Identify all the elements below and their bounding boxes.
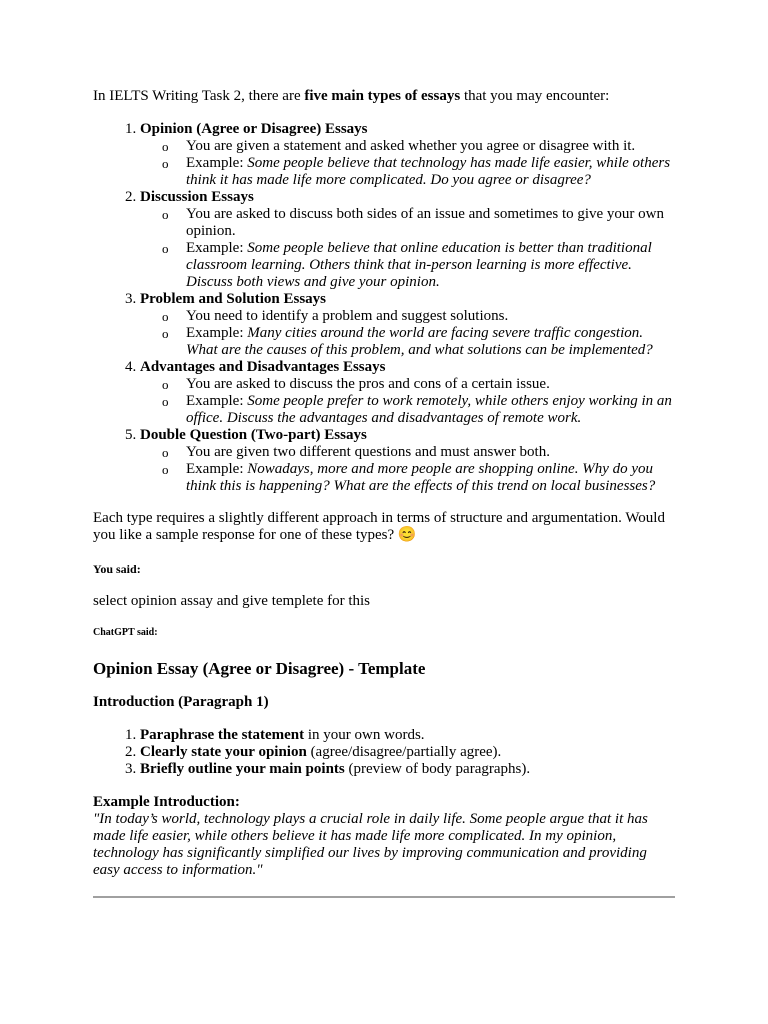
chatgpt-said-label: ChatGPT said: bbox=[93, 627, 158, 638]
essay-type-title: Opinion (Agree or Disagree) Essays bbox=[140, 121, 368, 137]
example-introduction-text: "In today’s world, technology plays a crucial role in daily life. Some people argue that it has made life easier, while others believe it has made life more complicated. In my opinion, technology has significantly simplified our lives by improving communication and providing easy access to information." bbox=[93, 811, 648, 878]
essay-type-item bbox=[140, 427, 676, 495]
bullet-icon: o bbox=[162, 309, 169, 324]
essay-type-desc: o You are given a statement and asked whether you agree or disagree with it. bbox=[162, 138, 636, 154]
intro-paragraph bbox=[93, 88, 676, 105]
essay-type-example: o Example: Some people prefer to work remotely, while others enjoy working in an office. Discuss the advantages and disadvantages of remote work. bbox=[162, 393, 672, 426]
introduction-step: 1. Paraphrase the statement in your own words. bbox=[140, 727, 676, 744]
user-message: select opinion assay and give templete for this bbox=[93, 593, 371, 609]
bullet-icon: o bbox=[162, 462, 169, 477]
essay-template-title: Opinion Essay (Agree or Disagree) - Template bbox=[93, 659, 426, 678]
essay-type-details bbox=[140, 444, 676, 495]
bullet-icon: o bbox=[162, 139, 169, 154]
essay-types-list bbox=[93, 121, 676, 495]
introduction-section-title: Introduction (Paragraph 1) bbox=[93, 694, 269, 710]
intro-text: In IELTS Writing Task 2, there are bbox=[93, 88, 305, 104]
introduction-steps-list bbox=[93, 727, 676, 778]
essay-type-example: o Example: Nowadays, more and more people are shopping online. Why do you think this is happening? What are the effects of this trend on local businesses? bbox=[162, 461, 656, 494]
intro-text-end: that you may encounter: bbox=[460, 88, 610, 104]
bullet-icon: o bbox=[162, 241, 169, 256]
essay-type-example: o Example: Many cities around the world are facing severe traffic congestion. What are the causes of this problem, and what solutions can be implemented? bbox=[162, 325, 653, 358]
you-said-label: You said: bbox=[93, 562, 141, 576]
introduction-step: 3. Briefly outline your main points (preview of body paragraphs). bbox=[140, 761, 676, 778]
bullet-icon: o bbox=[162, 394, 169, 409]
essay-type-desc: o You are asked to discuss the pros and cons of a certain issue. bbox=[162, 376, 550, 392]
essay-type-example: o Example: Some people believe that online education is better than traditional classroom learning. Others think that in-person learning is more effective. Discuss both views and give your opinion. bbox=[162, 240, 652, 290]
bullet-icon: o bbox=[162, 207, 169, 222]
bullet-icon: o bbox=[162, 156, 169, 171]
essay-type-title: Double Question (Two-part) Essays bbox=[140, 427, 367, 443]
essay-type-details bbox=[140, 376, 676, 427]
essay-type-title: Advantages and Disadvantages Essays bbox=[140, 359, 386, 375]
closing-paragraph: Each type requires a slightly different approach in terms of structure and argumentation. Would you like a sample response for one of these types? 😊 bbox=[93, 510, 665, 543]
essay-type-item bbox=[140, 189, 676, 291]
essay-type-item bbox=[140, 121, 676, 189]
essay-type-details bbox=[140, 138, 676, 189]
essay-type-desc: o You need to identify a problem and suggest solutions. bbox=[162, 308, 509, 324]
essay-type-desc: o You are given two different questions and must answer both. bbox=[162, 444, 550, 460]
essay-type-title: Problem and Solution Essays bbox=[140, 291, 327, 307]
essay-type-example: o Example: Some people believe that technology has made life easier, while others think it has made life more complicated. Do you agree or disagree? bbox=[162, 155, 671, 188]
example-introduction-heading: Example Introduction: bbox=[93, 794, 240, 810]
essay-type-details bbox=[140, 206, 676, 291]
bullet-icon: o bbox=[162, 445, 169, 460]
introduction-step: 2. Clearly state your opinion (agree/disagree/partially agree). bbox=[140, 744, 676, 761]
essay-type-item bbox=[140, 291, 676, 359]
essay-type-details bbox=[140, 308, 676, 359]
essay-type-item bbox=[140, 359, 676, 427]
essay-type-desc: o You are asked to discuss both sides of an issue and sometimes to give your own opinion. bbox=[162, 206, 665, 239]
bullet-icon: o bbox=[162, 326, 169, 341]
intro-bold: five main types of essays bbox=[304, 88, 461, 104]
horizontal-divider bbox=[93, 896, 675, 898]
essay-type-title: Discussion Essays bbox=[140, 189, 254, 205]
bullet-icon: o bbox=[162, 377, 169, 392]
